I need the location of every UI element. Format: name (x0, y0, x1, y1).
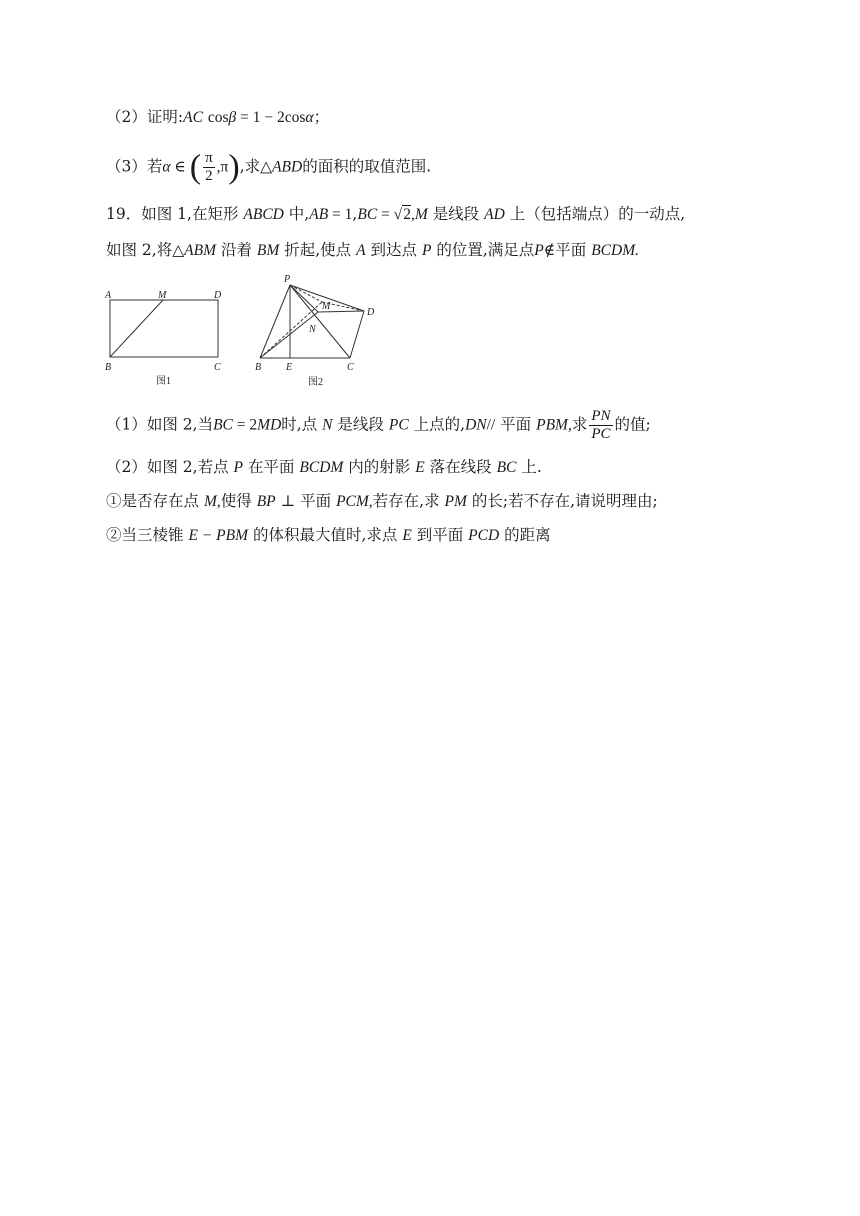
segment-bm (110, 300, 163, 357)
fig1-label-b: B (105, 362, 112, 373)
left-paren: ( (189, 148, 202, 186)
part2-text: 证明: (146, 108, 184, 126)
q19-text-c: 是线段 (432, 205, 480, 223)
sub1-frac-num: PN (591, 408, 611, 424)
fig2-label-n: N (309, 324, 316, 335)
q19-text-l2f: 平面 (555, 241, 587, 259)
q19-text-a: 如图 1,在矩形 (141, 205, 239, 223)
part3-text: ,求 (239, 157, 261, 176)
fig1-caption: 图1 (156, 376, 171, 385)
item1-c: 平面 (300, 492, 332, 510)
sub1-bc: BC (213, 416, 233, 434)
item1-b: 使得 (220, 492, 252, 510)
sub1-e: 平面 (500, 415, 532, 434)
sub2-f: 上. (521, 458, 542, 476)
sub1-md: MD (257, 416, 282, 434)
sub2-label: （2） (106, 458, 147, 476)
item1-circle: ① (106, 492, 122, 510)
q19-tri: △ (172, 241, 185, 259)
item1-perp: ⊥ (280, 493, 296, 510)
item2-epbm: E − PBM (188, 527, 248, 544)
fig2-label-e: E (286, 362, 293, 373)
edge-pm (290, 285, 318, 312)
part3-frac-num: π (205, 150, 213, 166)
sub2-b: 在平面 (247, 458, 295, 476)
part3-triangle: △ (260, 157, 273, 176)
fig1-label-c: C (214, 362, 221, 373)
part3-in: ∈ (170, 158, 190, 176)
figure-1 (100, 285, 230, 385)
part3-frac-den: 2 (205, 168, 213, 184)
sub1-par: // (486, 416, 496, 434)
item2-b: 的体积最大值时,求点 (252, 526, 398, 544)
rectangle-abcd (110, 300, 218, 357)
part2-end: ； (313, 108, 330, 126)
fig2-label-p: P (284, 274, 291, 285)
item1-e: 的长;若不存在,请说明理由; (471, 492, 658, 510)
q19-text-d: 上（包括端点）的一动点, (509, 205, 686, 223)
fig2-label-m: M (322, 301, 331, 312)
q19-text-l2b: 沿着 (220, 241, 252, 259)
part2-ac: AC (183, 109, 203, 126)
part2-cos2: cos (284, 109, 306, 126)
q19-abcd: ABCD (243, 206, 284, 223)
q19-p2: P (534, 242, 544, 259)
edge-pm2-dashed (290, 285, 322, 302)
sub1-eq: = 2 (232, 416, 258, 434)
edge-bn (260, 312, 318, 358)
q19-line2 (106, 238, 639, 263)
sub1-c: 是线段 (337, 415, 384, 434)
item1-pm: PM (444, 493, 467, 510)
sub1-g: 的值; (614, 415, 651, 434)
q19-abm: ABM (184, 242, 216, 259)
q19-line1 (106, 202, 685, 227)
q19-text-l2c: 折起,使点 (284, 241, 352, 259)
sub2-e: E (415, 459, 425, 476)
part3-label: （3） (106, 157, 147, 176)
q19-m: ,M (410, 206, 428, 223)
right-paren: ) (228, 148, 240, 186)
part2-beta: β (228, 109, 237, 126)
sub1-a: 如图 2,当 (146, 415, 214, 434)
q19-a: A (356, 242, 366, 259)
q19-eq: = (377, 206, 394, 223)
q19-bc: BC (357, 206, 378, 223)
sub1-d: 上点的, (413, 415, 466, 434)
part2-cos1: cos (207, 109, 229, 126)
sub1-line (106, 408, 651, 443)
q19-sqrt-val: 2 (403, 206, 411, 223)
sub1-n: N (322, 416, 333, 434)
q19-text-l2e: 的位置,满足点 (436, 241, 535, 259)
part3-fraction (203, 150, 215, 185)
sub2-d: 落在线段 (429, 458, 492, 476)
fig2-label-d: D (367, 307, 375, 318)
q19-bcdm: BCDM. (591, 242, 639, 259)
item1-d: 若存在,求 (372, 492, 440, 510)
sub1-label: （1） (106, 415, 147, 434)
sub1-pbm: PBM, (536, 416, 572, 434)
sub1-f: 求 (571, 415, 588, 434)
part3-suffix: 的面积的取值范围. (302, 157, 432, 176)
q19-text-l2d: 到达点 (370, 241, 418, 259)
item2-circle: ② (106, 526, 122, 544)
edge-pb (260, 285, 290, 358)
fig1-label-m: M (158, 290, 167, 301)
part3-after-frac: ,π (216, 158, 229, 176)
fig2-label-c: C (347, 362, 354, 373)
fig1-label-a: A (105, 290, 112, 301)
q19-bm: BM (256, 242, 280, 259)
figure-2 (252, 272, 382, 387)
q19-ab-val: = 1 (328, 206, 353, 223)
sub2-p: P (233, 459, 243, 476)
sub2-bcdm: BCDM (299, 459, 344, 476)
item1-a: 是否存在点 (121, 492, 200, 510)
sub1-pc: PC (388, 416, 409, 434)
sub1-b: 时,点 (281, 415, 318, 434)
fig2-label-b: B (255, 362, 262, 373)
part2-mid: = 1 − 2 (236, 109, 285, 126)
q19-comma: , (352, 205, 358, 223)
sub2-a: 如图 2,若点 (146, 458, 229, 476)
item2-pcd: PCD (468, 527, 500, 544)
q19-notin: ∉ (543, 242, 556, 259)
sub1-frac-den: PC (591, 426, 611, 442)
part2-label: （2） (106, 108, 147, 126)
q19-text-b: 中, (288, 205, 310, 223)
q19-p: P (421, 242, 432, 259)
part3-line (106, 150, 431, 185)
fig2-caption: 图2 (308, 377, 323, 387)
sub1-fraction (589, 408, 612, 443)
part2-line (106, 105, 329, 130)
q19-text-l2a: 如图 2,将 (106, 241, 173, 259)
item2-a: 当三棱锥 (121, 526, 184, 544)
item1-bp: BP (256, 493, 276, 510)
sub2-bc: BC (496, 459, 517, 476)
q19-ab: AB (309, 206, 329, 223)
sub2-line (106, 455, 542, 480)
sqrt-sign: √ (393, 206, 403, 223)
item1-line (106, 489, 658, 514)
item2-e: E (402, 527, 412, 544)
part2-alpha: α (305, 109, 314, 126)
item2-c: 到平面 (416, 526, 464, 544)
q19-ad: AD (484, 206, 505, 223)
part3-prefix: 若 (146, 157, 163, 176)
item2-line (106, 523, 551, 548)
fig1-label-d: D (214, 290, 222, 301)
part3-alpha: α (162, 158, 171, 176)
part3-abd: ABD (272, 158, 303, 176)
edge-dc (350, 311, 364, 358)
q19-number: 19． (106, 205, 142, 223)
sub2-c: 内的射影 (348, 458, 411, 476)
item2-d: 的距离 (504, 526, 551, 544)
item1-pcm: PCM, (336, 493, 373, 510)
sub1-dn: DN (465, 416, 487, 434)
item1-m: M, (203, 493, 221, 510)
